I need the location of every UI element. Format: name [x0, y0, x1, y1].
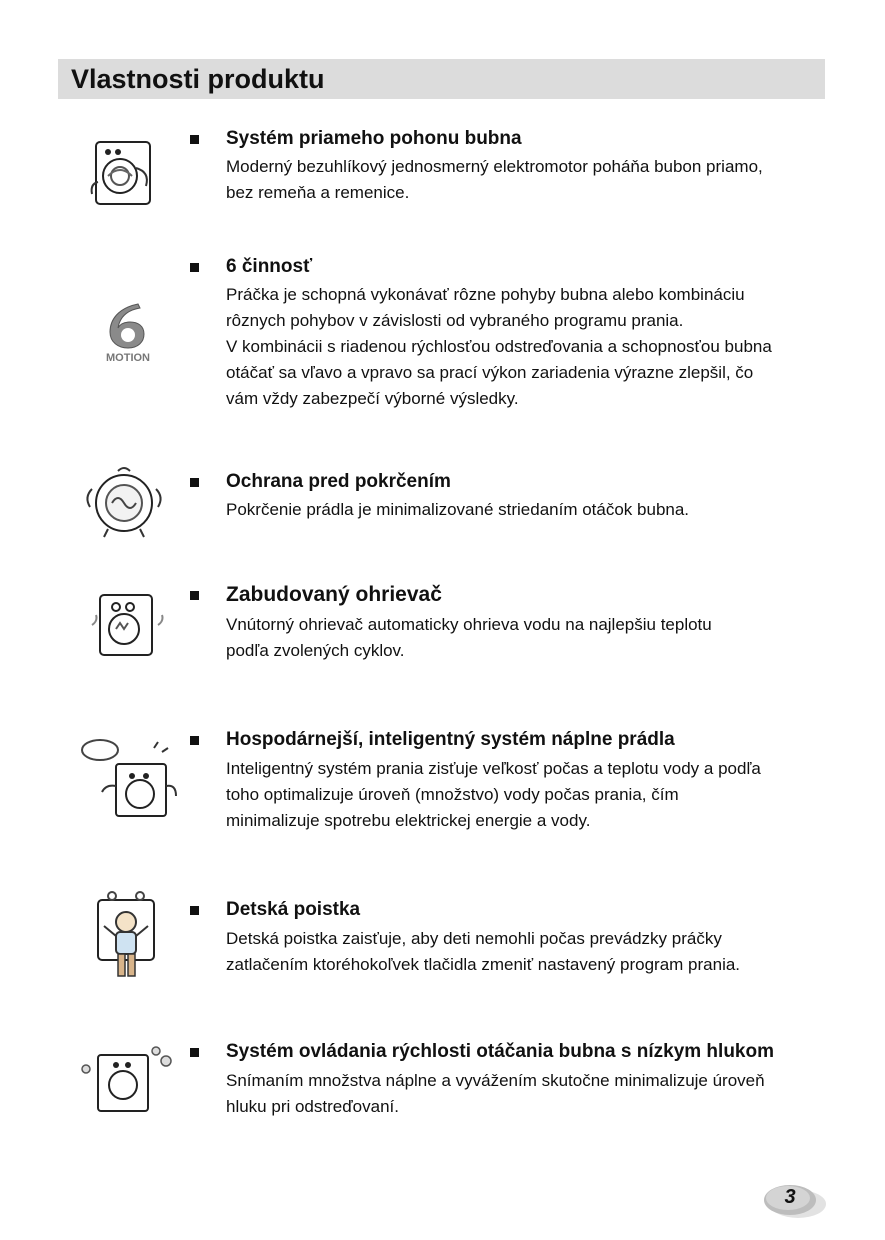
- description-line: Moderný bezuhlíkový jednosmerný elektromotor poháňa bubon priamo,: [226, 157, 763, 176]
- smart-load-washer-icon: [78, 736, 178, 816]
- low-noise-washer-icon: [78, 1043, 178, 1123]
- bullet-icon: [190, 1048, 199, 1057]
- description-line: minimalizuje spotrebu elektrickej energie a vody.: [226, 811, 591, 830]
- description-line: Inteligentný systém prania zisťuje veľkosť počas a teplotu vody a podľa: [226, 759, 761, 778]
- description-line: vám vždy zabezpečí výborné výsledky.: [226, 389, 519, 408]
- description-line: Detská poistka zaisťuje, aby deti nemohli počas prevádzky práčky: [226, 929, 722, 948]
- crease-care-drum-icon: [78, 463, 178, 543]
- description-line: hluku pri odstreďovaní.: [226, 1097, 399, 1116]
- bullet-icon: [190, 263, 199, 272]
- bullet-icon: [190, 906, 199, 915]
- bullet-icon: [190, 135, 199, 144]
- description-line: podľa zvolených cyklov.: [226, 641, 405, 660]
- feature-description: [226, 154, 846, 206]
- feature-title: Detská poistka: [226, 899, 361, 920]
- six-motion-logo: [78, 298, 178, 378]
- description-line: bez remeňa a remenice.: [226, 183, 410, 202]
- page-number: 3: [784, 1186, 796, 1208]
- direct-drive-washer-icon: [78, 132, 178, 212]
- feature-description: [226, 756, 846, 834]
- description-line: otáčať sa vľavo a vpravo sa prací výkon zariadenia výrazne zlepšil, čo: [226, 363, 754, 382]
- motion-logo-text: MOTION: [106, 352, 150, 364]
- feature-description: [226, 612, 846, 664]
- child-lock-washer-icon: [78, 888, 178, 968]
- bullet-icon: [190, 478, 199, 487]
- description-line: V kombinácii s riadenou rýchlosťou odstreďovania a schopnosťou bubna: [226, 337, 772, 356]
- feature-title: Ochrana pred pokrčením: [226, 471, 451, 492]
- feature-title: Systém ovládania rýchlosti otáčania bubna s nízkym hlukom: [226, 1041, 774, 1062]
- feature-title: Systém priameho pohonu bubna: [226, 128, 522, 149]
- description-line: rôznych pohybov v závislosti od vybraného programu prania.: [226, 311, 684, 330]
- bullet-icon: [190, 736, 199, 745]
- description-line: Snímaním množstva náplne a vyvážením skutočne minimalizuje úroveň: [226, 1071, 765, 1090]
- feature-description: [226, 1068, 846, 1120]
- description-line: zatlačením ktoréhokoľvek tlačidla zmeniť nastavený program prania.: [226, 955, 741, 974]
- page-title: Vlastnosti produktu: [71, 64, 325, 94]
- description-line: Pokrčenie prádla je minimalizované striedaním otáčok bubna.: [226, 500, 690, 519]
- description-line: Vnútorný ohrievač automaticky ohrieva vodu na najlepšiu teplotu: [226, 615, 712, 634]
- feature-description: [226, 926, 846, 978]
- description-line: Práčka je schopná vykonávať rôzne pohyby bubna alebo kombináciu: [226, 285, 745, 304]
- heater-washer-icon: [78, 585, 178, 665]
- feature-title: Hospodárnejší, inteligentný systém náplne prádla: [226, 729, 675, 750]
- feature-title: 6 činnosť: [226, 256, 313, 277]
- description-line: toho optimalizuje úroveň (množstvo) vody počas prania, čím: [226, 785, 679, 804]
- feature-title: Zabudovaný ohrievač: [226, 583, 442, 606]
- page-header: [58, 59, 825, 99]
- feature-description: [226, 497, 846, 523]
- feature-description: [226, 282, 846, 412]
- bullet-icon: [190, 591, 199, 600]
